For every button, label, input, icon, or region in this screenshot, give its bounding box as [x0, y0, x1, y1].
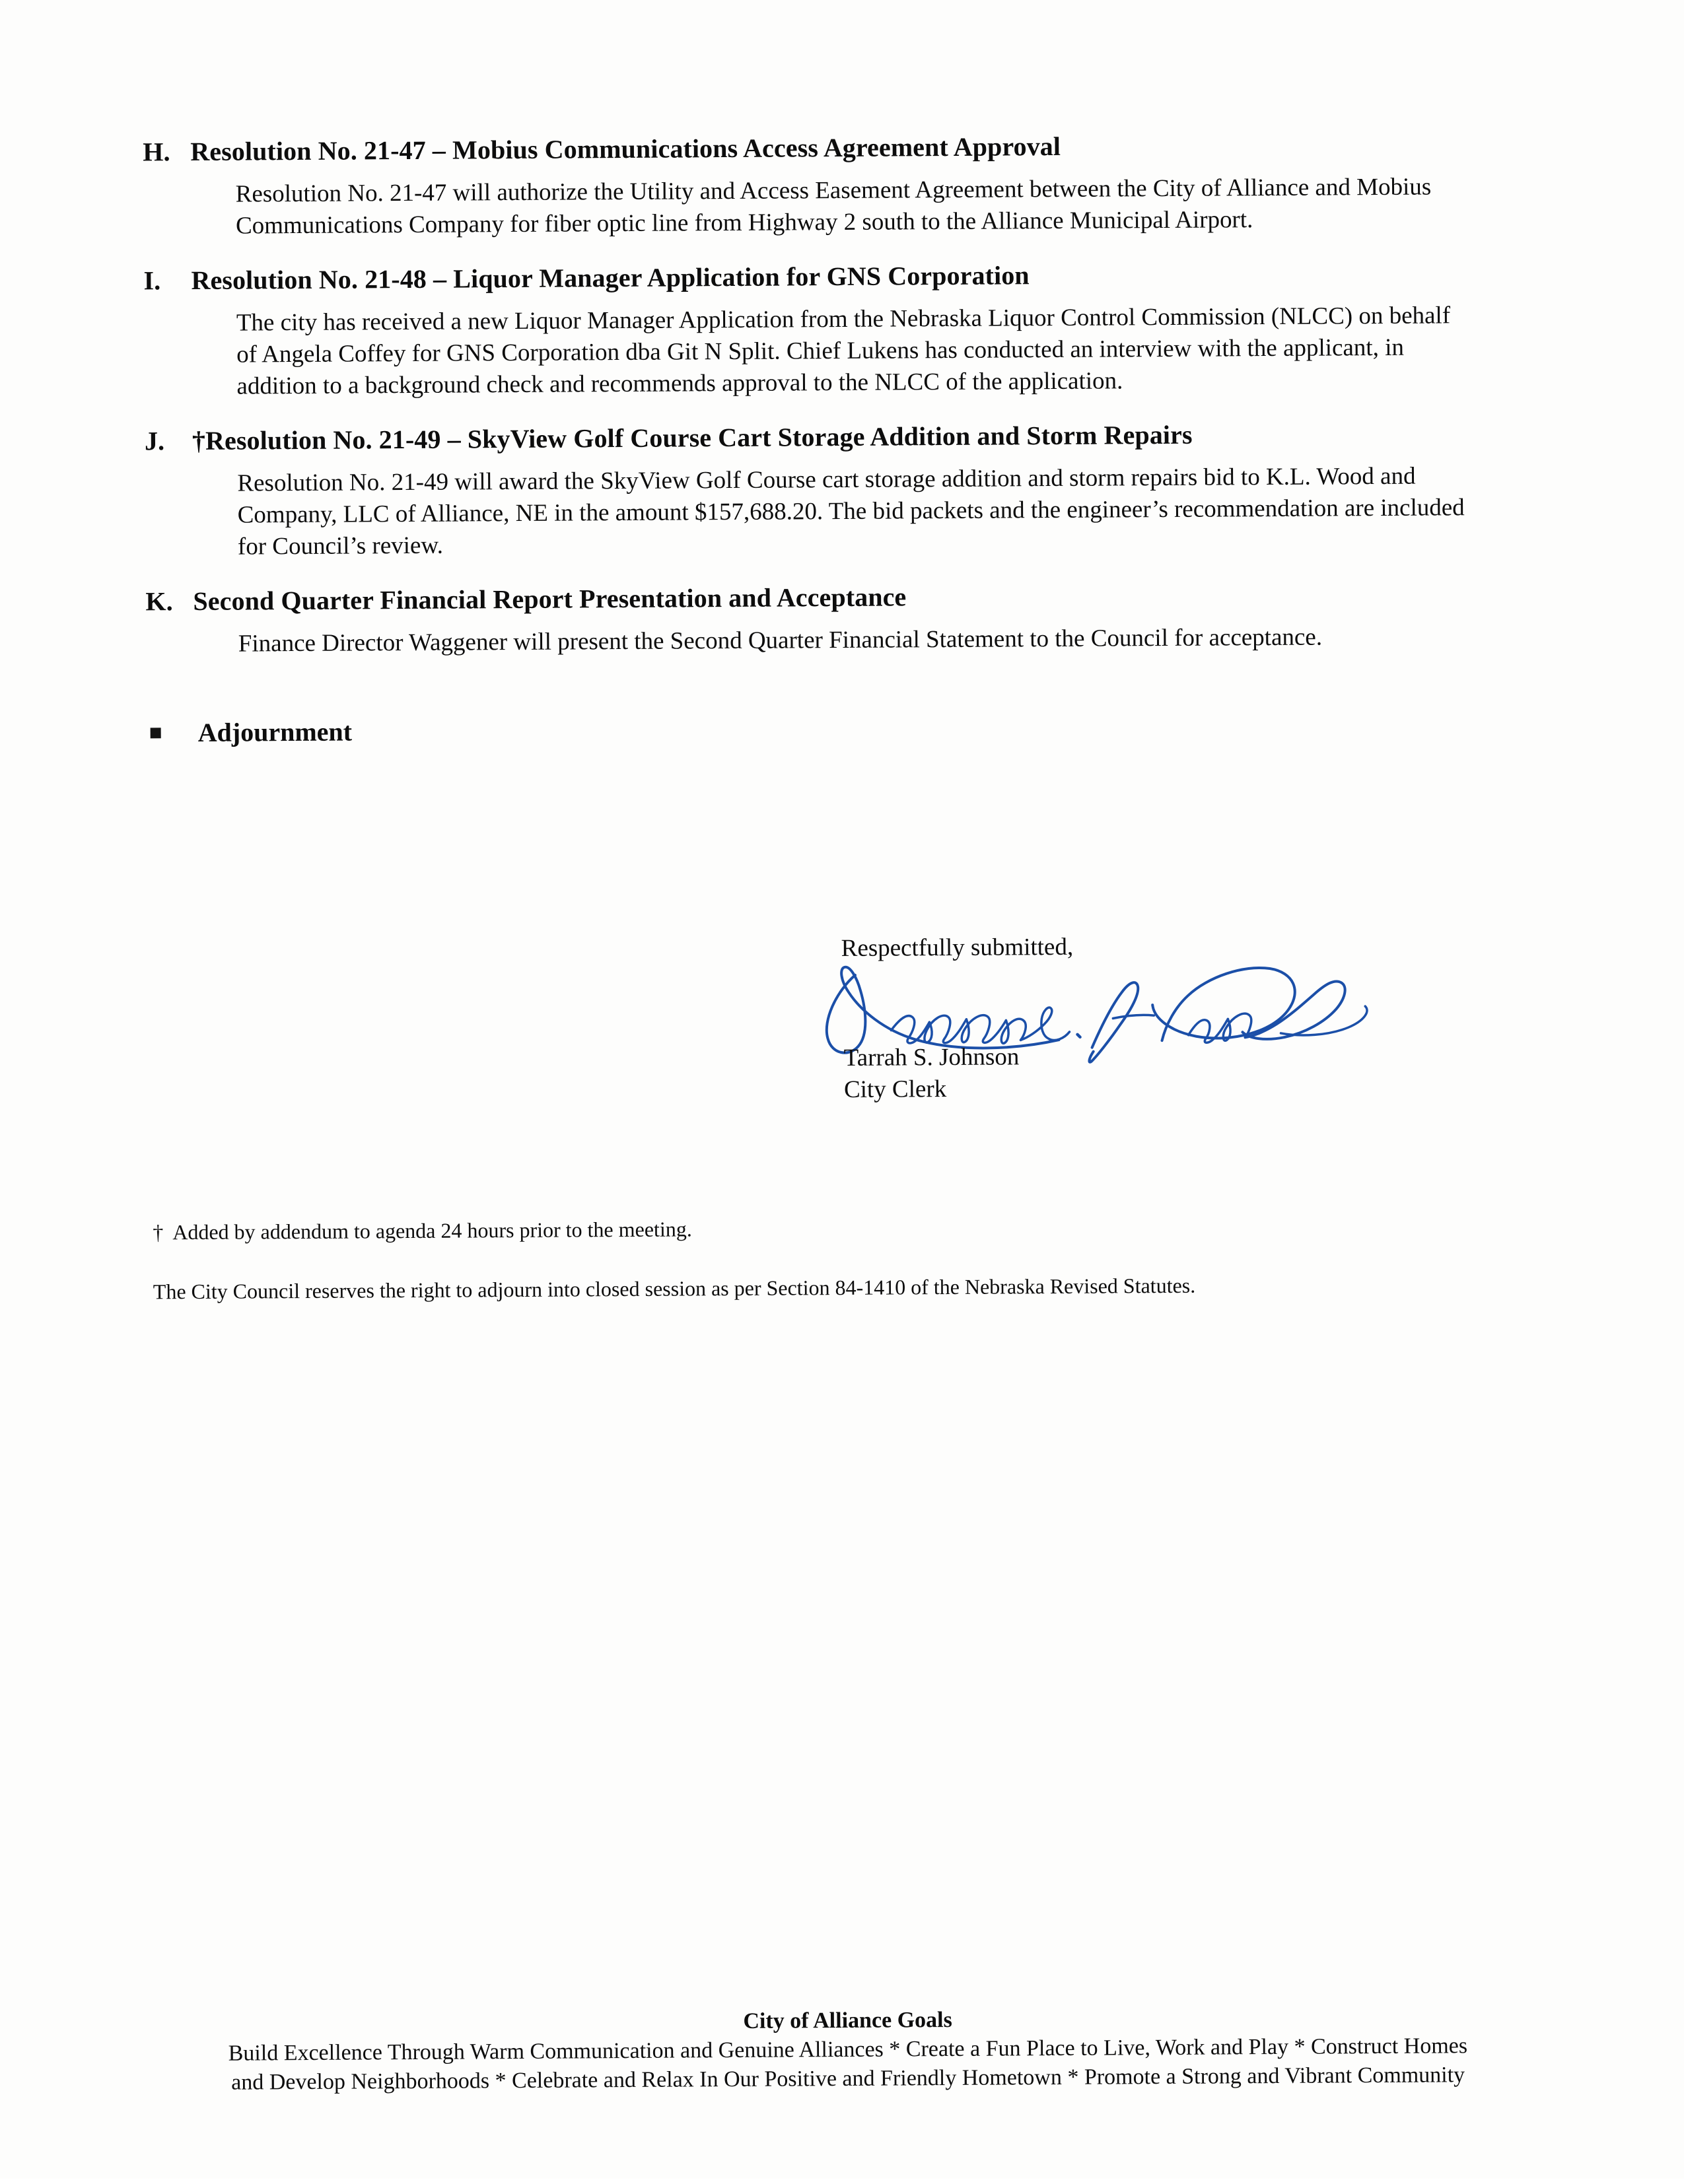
agenda-item-j-body: Resolution No. 21-49 will award the SkyView Golf Course cart storage addition and storm repairs bid to K.L. Wood and Company, LLC of Alliance, NE in the amount $157,688.20. The bid packets and the engineer’s recommendation are included for Council’s review. — [237, 462, 1465, 561]
agenda-item-i-title: Resolution No. 21-48 – Liquor Manager Application for GNS Corporation — [191, 260, 1030, 295]
agenda-item-h-body: Resolution No. 21-47 will authorize the Utility and Access Easement Agreement between the City of Alliance and Mobius Communications Company for fiber optic line from Highway 2 south to the Alliance Municipal Airport. — [235, 173, 1432, 240]
page-footer — [6, 2002, 1684, 2098]
signature-closing: Respectfully submitted, — [841, 933, 1074, 963]
footnote-addendum-text: Added by addendum to agenda 24 hours prior to the meeting. — [172, 1217, 692, 1245]
footer-goals-line-2: and Develop Neighborhoods * Celebrate and Relax In Our Positive and Friendly Hometown * Promote a Strong and Vibrant Community — [231, 2062, 1465, 2095]
agenda-item-i-letter: I. — [143, 265, 161, 296]
agenda-item-i — [143, 257, 1465, 403]
agenda-item-k-heading — [145, 578, 1466, 618]
agenda-item-k-title: Second Quarter Financial Report Presentation and Acceptance — [193, 582, 907, 617]
footer-title: City of Alliance Goals — [743, 2008, 952, 2033]
footnote-dagger-icon: † — [153, 1220, 164, 1245]
agenda-item-j-title — [192, 417, 1465, 458]
signature-block — [818, 931, 1414, 1107]
agenda-item-k — [145, 578, 1467, 660]
agenda-item-j-heading — [145, 417, 1465, 458]
agenda-item-j — [145, 417, 1466, 563]
addendum-dagger-icon: † — [192, 425, 206, 456]
agenda-item-k-body: Finance Director Waggener will present the Second Quarter Financial Statement to the Council for acceptance. — [238, 623, 1323, 658]
agenda-item-h-title: Resolution No. 21-47 – Mobius Communications Access Agreement Approval — [190, 131, 1061, 167]
adjournment-label: Adjournment — [197, 716, 353, 747]
footnote-addendum — [153, 1211, 1513, 1246]
signature-name: Tarrah S. Johnson — [843, 1043, 1020, 1072]
footer-goals-line-1: Build Excellence Through Warm Communication and Genuine Alliances * Create a Fun Place to Live, Work and Play * Construct Homes — [228, 2033, 1468, 2066]
signature-role: City Clerk — [843, 1075, 947, 1104]
agenda-item-h — [143, 128, 1464, 242]
agenda-items-list — [143, 128, 1467, 748]
agenda-item-k-letter: K. — [145, 586, 173, 617]
agenda-item-h-heading — [143, 128, 1463, 168]
agenda-item-i-heading — [143, 257, 1464, 297]
agenda-item-i-body: The city has received a new Liquor Manager Application from the Nebraska Liquor Control Commission (NLCC) on behalf of Angela Coffey for GNS Corporation dba Git N Split. Chief Lukens has conducted an interview with the applicant, in addition to a background check and recommends approval to the NLCC of the application. — [236, 302, 1451, 400]
agenda-item-j-letter: J. — [144, 426, 165, 456]
agenda-item-h-letter: H. — [143, 137, 170, 167]
footnote-closed-session-text: The City Council reserves the right to adjourn into closed session as per Section 84-1410 of the Nebraska Revised Statutes. — [153, 1273, 1196, 1303]
footnote-closed-session — [153, 1270, 1514, 1305]
footnotes-section — [153, 1211, 1514, 1306]
square-bullet-icon — [151, 728, 161, 738]
agenda-item-j-title-text: Resolution No. 21-49 – SkyView Golf Course Cart Storage Addition and Storm Repairs — [205, 419, 1193, 456]
adjournment-item — [147, 709, 1467, 748]
